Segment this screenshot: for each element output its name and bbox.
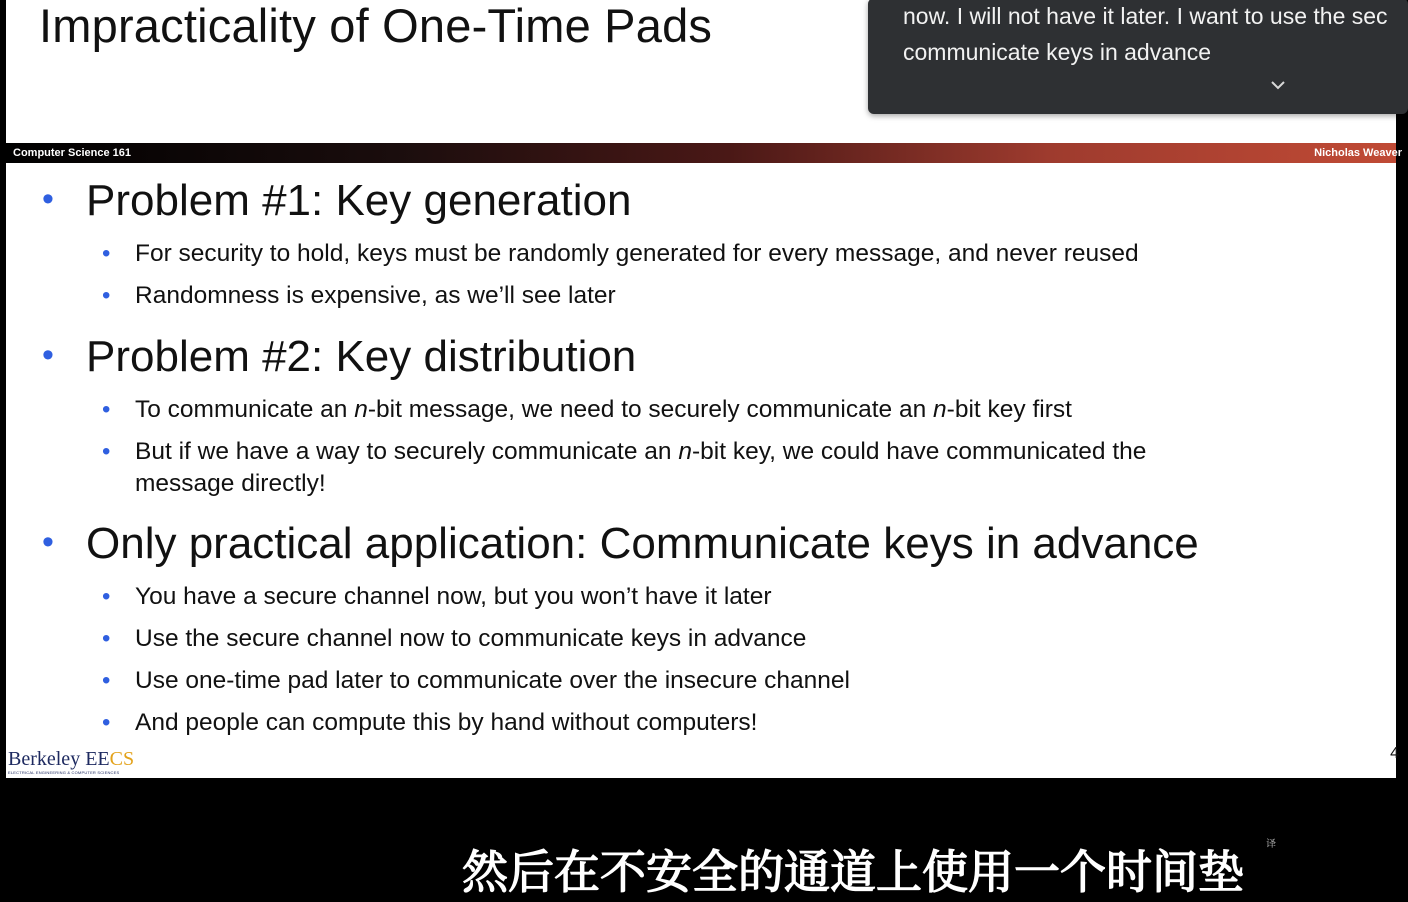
point-3-item-3: Use one-time pad later to communicate over the insecure channel [135,667,850,694]
point-heading-2: Problem #2: Key distribution [86,332,637,381]
point-3-item-1: You have a secure channel now, but you won’t have it later [135,583,772,610]
point-heading-3: Only practical application: Communicate keys in advance [86,519,1199,568]
point-3-item-4: And people can compute this by hand without computers! [135,709,758,736]
berkeley-eecs-logo [8,748,143,776]
logo-main-text: Berkeley EE [8,748,110,770]
bullet-icon: • [102,240,111,267]
point-heading-1: Problem #1: Key generation [86,176,632,225]
point-2-item-1: To communicate an n-bit message, we need to securely communicate an n-bit key first [135,396,1072,423]
instructor-name: Nicholas Weaver [1314,147,1402,159]
caption-popup[interactable] [868,0,1408,114]
bullet-icon: • [42,336,54,374]
point-2-item-2-cont: message directly! [135,470,326,497]
subtitle-band [0,778,1396,899]
bullet-icon: • [102,396,111,423]
bullet-icon: • [102,438,111,465]
slide-title: Impracticality of One-Time Pads [39,0,713,52]
logo-subtitle: ELECTRICAL ENGINEERING & COMPUTER SCIENCES [8,770,120,775]
point-1-item-2: Randomness is expensive, as we’ll see later [135,282,616,309]
bullet-icon: • [42,180,54,218]
point-1-item-1: For security to hold, keys must be randomly generated for every message, and never reused [135,240,1139,267]
slide [6,0,1402,778]
course-name: Computer Science 161 [13,147,131,159]
chevron-down-icon[interactable] [1269,79,1287,91]
caption-line-2: communicate keys in advance [903,39,1212,65]
translation-mark: 译 [1266,839,1276,850]
subtitle-text: 然后在不安全的通道上使用一个时间垫 [462,845,1244,899]
bullet-icon: • [102,583,111,610]
bullet-icon: • [102,282,111,309]
course-header-bar [6,143,1402,163]
bullet-icon: • [102,667,111,694]
logo-accent-text: CS [109,748,135,770]
bullet-icon: • [102,625,111,652]
bullet-icon: • [42,523,54,561]
page-number: 4 [1390,745,1399,762]
caption-line-1: now. I will not have it later. I want to use the sec [903,3,1388,29]
point-3-item-2: Use the secure channel now to communicate keys in advance [135,625,807,652]
point-2-item-2: But if we have a way to securely communicate an n-bit key, we could have communicated the [135,438,1147,465]
bullet-icon: • [102,709,111,736]
